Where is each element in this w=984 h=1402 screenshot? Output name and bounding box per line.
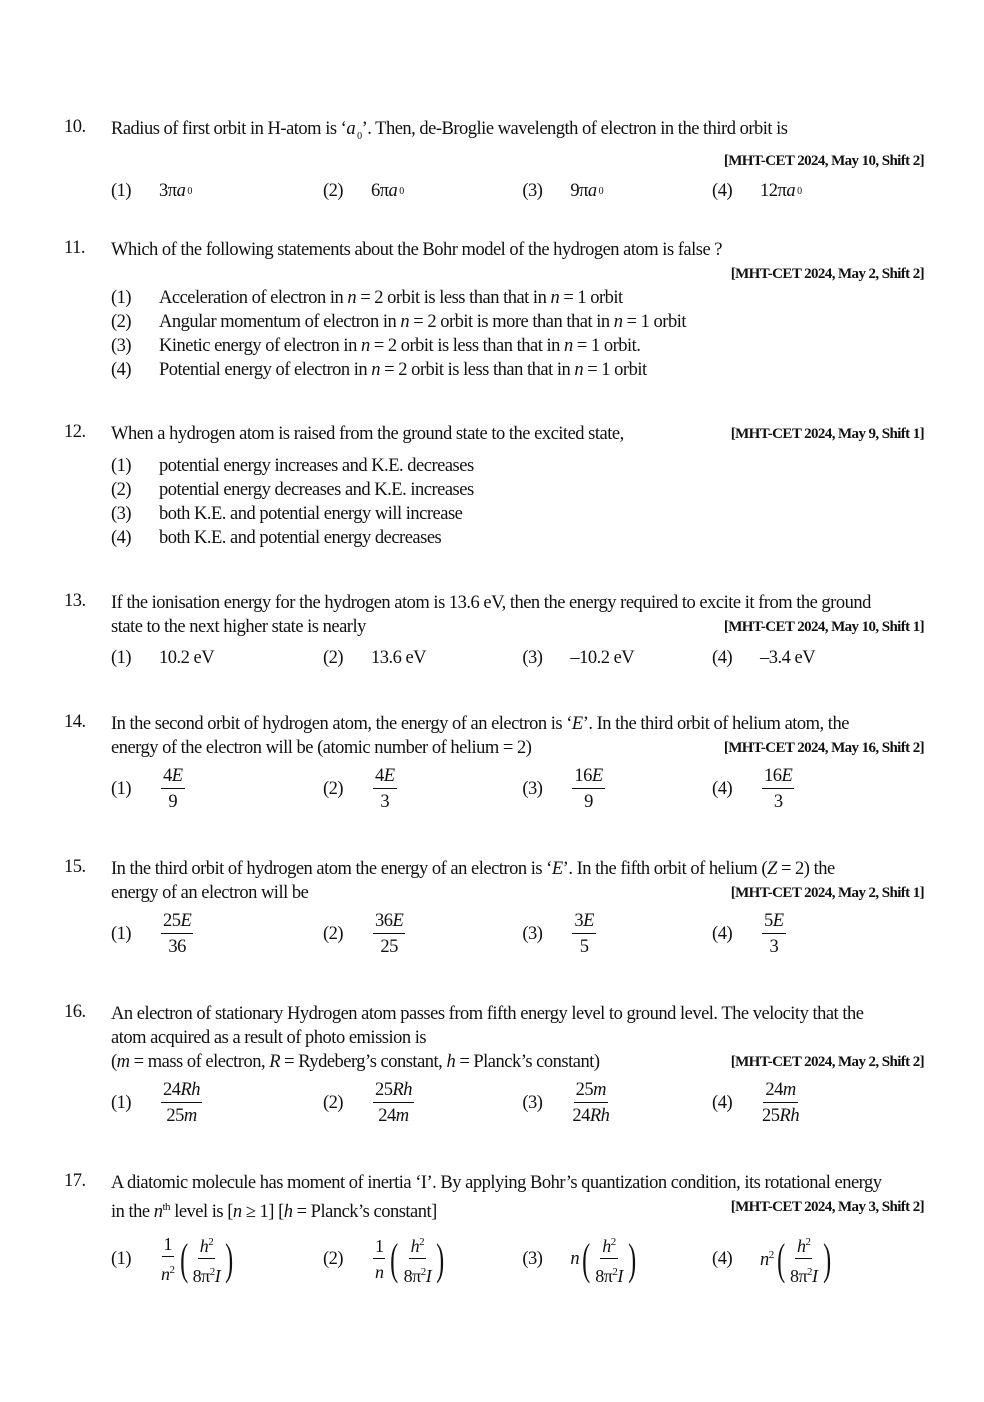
fraction: $\frac{25m}{24Rh}$ bbox=[572, 1080, 610, 1126]
option-2[interactable]: (2) $\frac{1}{n}$ ( $\frac{h^2}{8\pi^2I}$ ) bbox=[323, 1230, 522, 1289]
options bbox=[111, 286, 924, 382]
option-3[interactable]: (3) n ( $\frac{h^2}{8\pi^2I}$ ) bbox=[522, 1230, 712, 1289]
question-16 bbox=[64, 1002, 924, 1129]
fraction: $\frac{4E}{3}$ bbox=[374, 766, 395, 812]
options bbox=[111, 181, 924, 202]
exam-source: [MHT-CET 2024, May 9, Shift 1] bbox=[730, 426, 924, 442]
option-3[interactable]: (3) –10.2 eV bbox=[522, 648, 635, 668]
option-3[interactable]: (3) $\frac{25m}{24Rh}$ bbox=[522, 1078, 712, 1129]
option-4[interactable]: (4) 12π a 0 bbox=[712, 181, 802, 201]
question-text: A diatomic molecule has moment of inertia ‘I’. By applying Bohr’s quantization condition, its rotational energy in the $n^{th}$ level is [n ≥ 1] [h = Planck’s constant] [MHT-CET 2024, May 3, Shift 2] bbox=[111, 1173, 924, 1222]
exam-source: [MHT-CET 2024, May 16, Shift 2] bbox=[723, 740, 924, 756]
prefix-fraction: $\frac{1}{n}$ bbox=[374, 1236, 384, 1282]
question-number: 14. bbox=[64, 712, 86, 732]
options bbox=[111, 648, 924, 669]
exam-source: [MHT-CET 2024, May 2, Shift 1] bbox=[730, 885, 924, 901]
option-3[interactable]: (3) both K.E. and potential energy will increase bbox=[111, 504, 463, 524]
exam-source: [MHT-CET 2024, May 2, Shift 2] bbox=[730, 266, 924, 282]
option-4[interactable]: (4) Potential energy of electron in n = 2 orbit is less than that in n = 1 orbit bbox=[111, 360, 647, 380]
prefix-fraction: $\frac{1}{n^2}$ bbox=[161, 1234, 175, 1284]
option-3[interactable]: (3) $\frac{3E}{5}$ bbox=[522, 909, 712, 960]
question-10 bbox=[64, 117, 924, 202]
fraction: $\frac{25E}{36}$ bbox=[163, 911, 192, 957]
fraction: $\frac{4E}{9}$ bbox=[163, 766, 183, 812]
question-number: 10. bbox=[64, 117, 86, 137]
option-4[interactable]: (4) $\frac{5E}{3}$ bbox=[712, 909, 924, 960]
option-2[interactable]: (2) $\frac{25Rh}{24m}$ bbox=[323, 1078, 522, 1129]
question-text: An electron of stationary Hydrogen atom passes from fifth energy level to ground level. The velocity that the atom acquired as a result of photo emission is (m = mass of electron, R = Rydeberg’s constant, h = Planck’s constant) [MHT-CET 2024, May 2, Shift 2] bbox=[111, 1004, 924, 1072]
bracketed-fraction: ( $\frac{h^2}{8\pi^2I}$ ) bbox=[579, 1230, 639, 1289]
exam-source: [MHT-CET 2024, May 10, Shift 1] bbox=[723, 619, 924, 635]
question-text: In the third orbit of hydrogen atom the energy of an electron is ‘E’. In the fifth orbit of helium (Z = 2) the energy of an electron will be [MHT-CET 2024, May 2, Shift 1] bbox=[111, 859, 924, 903]
exam-source: [MHT-CET 2024, May 10, Shift 2] bbox=[723, 153, 924, 169]
options bbox=[111, 1230, 924, 1289]
option-2[interactable]: (2) 13.6 eV bbox=[322, 648, 427, 668]
prefix: n bbox=[570, 1249, 580, 1269]
question-number: 16. bbox=[64, 1002, 86, 1022]
question-14 bbox=[64, 712, 924, 815]
option-1[interactable]: (1) 10.2 eV bbox=[111, 648, 215, 668]
question-number: 15. bbox=[64, 857, 86, 877]
bracketed-fraction: ( $\frac{h^2}{8\pi^2I}$ ) bbox=[177, 1230, 237, 1289]
option-3[interactable]: (3) $\frac{16E}{9}$ bbox=[522, 764, 712, 815]
option-3[interactable]: (3) Kinetic energy of electron in n = 2 orbit is less than that in n = 1 orbit. bbox=[111, 336, 641, 356]
options bbox=[111, 454, 924, 550]
option-4[interactable]: (4) both K.E. and potential energy decreases bbox=[111, 528, 442, 548]
option-1[interactable]: (1) $\frac{24Rh}{25m}$ bbox=[111, 1078, 323, 1129]
question-number: 17. bbox=[64, 1171, 86, 1191]
fraction: $\frac{25Rh}{24m}$ bbox=[374, 1080, 413, 1126]
option-1[interactable]: (1) $\frac{25E}{36}$ bbox=[111, 909, 323, 960]
options bbox=[111, 1078, 924, 1129]
fraction: $\frac{5E}{3}$ bbox=[764, 911, 784, 957]
question-text: Radius of first orbit in H-atom is ‘a $_0$’. Then, de-Broglie wavelength of electron in the third orbit is bbox=[111, 119, 788, 142]
option-2[interactable]: (2) potential energy decreases and K.E. increases bbox=[111, 480, 474, 500]
option-4[interactable]: (4) –3.4 eV bbox=[712, 648, 816, 668]
option-2[interactable]: (2) $\frac{4E}{3}$ bbox=[323, 764, 522, 815]
question-number: 13. bbox=[64, 591, 86, 611]
option-1[interactable]: (1) potential energy increases and K.E. decreases bbox=[111, 456, 474, 476]
option-1[interactable]: (1) Acceleration of electron in n = 2 orbit is less than that in n = 1 orbit bbox=[111, 288, 623, 308]
question-text: If the ionisation energy for the hydrogen atom is 13.6 eV, then the energy required to excite it from the ground state to the next higher state is nearly [MHT-CET 2024, May 10, Shift 1] bbox=[111, 593, 924, 637]
question-text: When a hydrogen atom is raised from the ground state to the excited state, bbox=[111, 424, 624, 444]
fraction: $\frac{36E}{25}$ bbox=[374, 911, 404, 957]
options bbox=[111, 909, 924, 960]
prefix: $n^2$ bbox=[760, 1248, 774, 1270]
fraction: $\frac{3E}{5}$ bbox=[574, 911, 594, 957]
fraction: $\frac{16E}{9}$ bbox=[574, 766, 603, 812]
option-3[interactable]: (3) 9π a 0 bbox=[522, 181, 604, 201]
question-number: 12. bbox=[64, 422, 86, 442]
question-11 bbox=[64, 238, 924, 382]
option-4[interactable]: (4) $\frac{24m}{25Rh}$ bbox=[712, 1078, 924, 1129]
exam-source: [MHT-CET 2024, May 3, Shift 2] bbox=[730, 1199, 924, 1215]
question-17 bbox=[64, 1171, 924, 1289]
question-13 bbox=[64, 591, 924, 669]
option-2[interactable]: (2) 6π a 0 bbox=[322, 181, 404, 201]
option-2[interactable]: (2) Angular momentum of electron in n = 2 orbit is more than that in n = 1 orbit bbox=[111, 312, 686, 332]
option-4[interactable]: (4) $n^2$ ( $\frac{h^2}{8\pi^2I}$ ) bbox=[712, 1230, 924, 1289]
question-12 bbox=[64, 422, 924, 550]
fraction: $\frac{24m}{25Rh}$ bbox=[762, 1080, 800, 1126]
bracketed-fraction: ( $\frac{h^2}{8\pi^2I}$ ) bbox=[387, 1230, 447, 1289]
bracketed-fraction: ( $\frac{h^2}{8\pi^2I}$ ) bbox=[774, 1230, 834, 1289]
option-1[interactable]: (1) $\frac{1}{n^2}$ ( $\frac{h^2}{8\pi^2I}$ ) bbox=[111, 1230, 323, 1289]
question-text: In the second orbit of hydrogen atom, the energy of an electron is ‘E’. In the third orbit of helium atom, the energy of the electron will be (atomic number of helium = 2) [MHT-CET 2024, May 16, Shift 2] bbox=[111, 714, 924, 758]
question-15 bbox=[64, 857, 924, 960]
option-1[interactable]: (1) $\frac{4E}{9}$ bbox=[111, 764, 323, 815]
question-text: Which of the following statements about the Bohr model of the hydrogen atom is false ? bbox=[111, 240, 723, 260]
fraction: $\frac{24Rh}{25m}$ bbox=[163, 1080, 201, 1126]
question-number: 11. bbox=[64, 238, 85, 258]
exam-source: [MHT-CET 2024, May 2, Shift 2] bbox=[730, 1054, 924, 1070]
option-2[interactable]: (2) $\frac{36E}{25}$ bbox=[323, 909, 522, 960]
option-1[interactable]: (1) 3π a 0 bbox=[111, 181, 192, 201]
options bbox=[111, 764, 924, 815]
fraction: $\frac{16E}{3}$ bbox=[764, 766, 793, 812]
option-4[interactable]: (4) $\frac{16E}{3}$ bbox=[712, 764, 924, 815]
